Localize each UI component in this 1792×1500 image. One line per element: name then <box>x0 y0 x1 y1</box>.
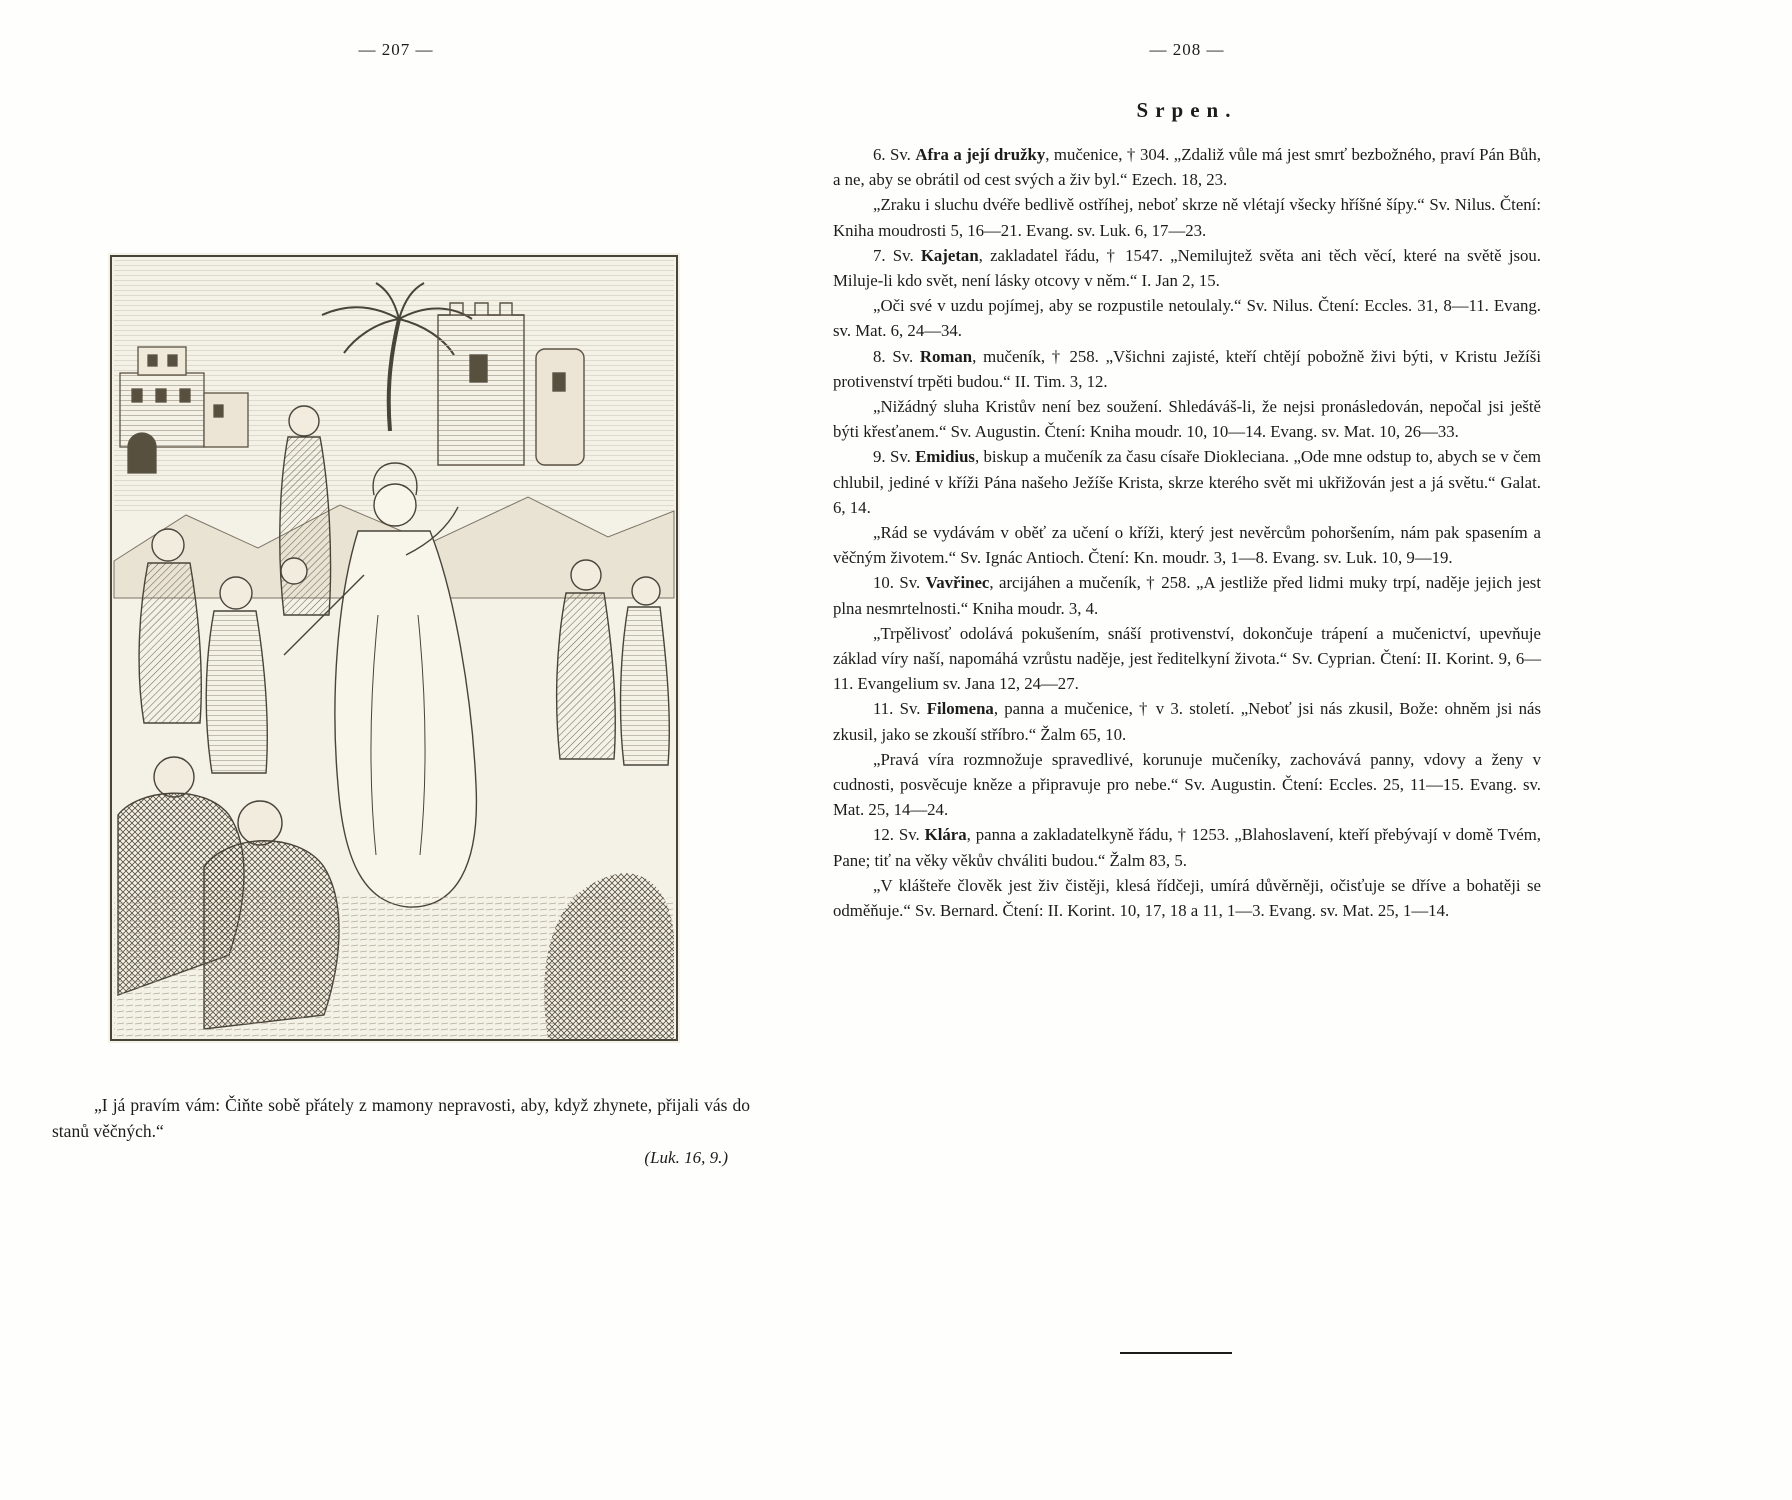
book-page-left <box>0 0 792 1500</box>
month-heading: Srpen. <box>1136 98 1238 122</box>
entry-prefix: 10. Sv. <box>873 573 926 593</box>
entry-text: , mučenice, † 304. „Zdaliž vůle má jest smrť bezbožného, praví Pán Bůh, a ne, aby se obrátil od cest svých a živ byl.“ Ezech. 18, 23. <box>833 145 1541 190</box>
christ-teaching-engraving-image <box>108 253 680 1043</box>
entry-text: , mučeník, † 258. „Všichni zajisté, kteří chtějí pobožně živi býti, v Kristu Ježíši protivenství trpěti budou.“ II. Tim. 3, 12. <box>833 346 1542 391</box>
entry-text: „Rád se vydávám v oběť za učení o kříži, který jest nevěrcům pohoršením, nám pak spasením a věčným životem.“ Sv. Ignác Antioch. Čtení: Kn. moudr. 3, 1—8. Evang. sv. Luk. 10, 9—19. <box>833 523 1541 568</box>
engraving-illustration <box>108 253 680 1043</box>
page-number-left: — 207 — <box>358 40 434 59</box>
calendar-entry <box>833 293 1541 343</box>
elder-head <box>152 529 184 561</box>
calendar-entry <box>833 822 1541 872</box>
entry-prefix: 11. Sv. <box>873 699 927 719</box>
entry-text: , panna a mučenice, † v 3. století. „Neboť jsi nás zkusil, Bože: ohněm jsi nás zkusil, jako se zkouší stříbro.“ Žalm 65, 10. <box>833 699 1541 744</box>
saint-name: Vavřinec <box>925 573 990 593</box>
page-number-right: — 208 — <box>1149 40 1225 59</box>
saint-name: Filomena <box>926 699 994 719</box>
entry-text: „V klášteře člověk jest živ čistěji, klesá řídčeji, umírá důvěrněji, očisťuje se dříve a bohatěji se odměňuje.“ Sv. Bernard. Čtení: II. Korint. 10, 17, 18 a 11, 1—3. Evang. sv. Mat. 25, 1—14. <box>833 875 1541 921</box>
entry-prefix: 12. Sv. <box>873 825 925 845</box>
calendar-entry <box>833 394 1541 444</box>
saint-name: Roman <box>919 346 973 366</box>
entry-text: , arcijáhen a mučeník, † 258. „A jestliže před lidmi muky trpí, naděje jejich jest plna nesmrtelnosti.“ Kniha moudr. 3, 4. <box>833 573 1541 618</box>
standing-disciple-head <box>289 406 319 436</box>
entry-text: „Zraku i sluchu dvéře bedlivě ostříhej, neboť skrze ně vlétají všecky hříšné šípy.“ Sv. Nilus. Čtení: Kniha moudrosti 5, 16—21. Evang. sv. Luk. 6, 17—23. <box>833 195 1541 240</box>
calendar-entry <box>833 570 1541 620</box>
entry-text: „Pravá víra rozmnožuje spravedlivé, korunuje mučeníky, zachovává panny, vdovy a ženy v cudnosti, posvěcuje kněze a připravuje pro nebe.“ Sv. Augustin. Čtení: Eccles. 25, 11—15. Evang. sv. Mat. 25, 14—24. <box>833 749 1541 820</box>
entry-text: „Oči své v uzdu pojímej, aby se rozpustile netoulaly.“ Sv. Nilus. Čtení: Eccles. 31, 8—11. Evang. sv. Mat. 6, 24—34. <box>833 296 1541 341</box>
calendar-entry <box>833 873 1541 923</box>
calendar-entry <box>833 344 1541 394</box>
calendar-entry <box>833 696 1541 746</box>
entry-text: „Trpělivosť odolává pokušením, snáší protivenství, dokončuje trápení a mučenictví, upevňuje základ víry naší, napomáhá vzrůstu naděje, jest ředitelkyní života.“ Sv. Cyprian. Čtení: II. Korint. 9, 6—11. Evangelium sv. Jana 12, 24—27. <box>833 623 1541 694</box>
calendar-entry <box>833 621 1541 697</box>
caption-scripture-reference: (Luk. 16, 9.) <box>644 1148 728 1167</box>
entry-prefix: 7. Sv. <box>873 245 921 265</box>
illustration-caption: „I já pravím vám: Čiňte sobě přátely z mamony nepravosti, aby, když zhynete, přijali vás do stanů věčných.“ <box>52 1095 750 1141</box>
saint-name: Afra a její družky <box>915 145 1046 164</box>
listener-head <box>220 577 252 609</box>
entry-text: , biskup a mučeník za času císaře Diokleciana. „Ode mne odstup to, abych se v čem chlubil, jediné v kříži Pána našeho Ježíše Krista, skrze kterého svět mi ukřižován jest a já světu.“ Galat. 6, 14. <box>833 447 1541 517</box>
entry-prefix: 6. Sv. <box>873 145 916 164</box>
calendar-entry <box>833 142 1541 192</box>
section-divider-rule <box>1120 1352 1232 1354</box>
entry-prefix: 9. Sv. <box>873 447 916 467</box>
calendar-entry <box>833 747 1541 823</box>
entry-text: , zakladatel řádu, † 1547. „Nemilujtež světa ani těch věcí, které na světě jsou. Miluje-li kdo svět, není lásky otcovy v něm.“ I. Jan 2, 15. <box>833 245 1541 291</box>
calendar-entry <box>833 520 1541 570</box>
saint-name: Klára <box>924 825 967 845</box>
book-page-right <box>830 0 1544 1500</box>
calendar-entry <box>833 192 1541 242</box>
calendar-entry <box>833 444 1541 520</box>
entry-text: „Nižádný sluha Kristův není bez soužení. Shledáváš-li, že nejsi pronásledován, nepočal jsi ještě býti křesťanem.“ Sv. Augustin. Čtení: Kniha moudr. 10, 10—14. Evang. sv. Mat. 10, 26—33. <box>833 397 1541 442</box>
calendar-entry <box>833 243 1541 293</box>
saint-name: Kajetan <box>920 245 979 265</box>
entry-prefix: 8. Sv. <box>873 346 920 366</box>
entry-text: , panna a zakladatelkyně řádu, † 1253. „Blahoslavení, kteří přebývají v domě Tvém, Pane; tiť na věky věkův chváliti budou.“ Žalm 83, 5. <box>833 825 1541 870</box>
saint-name: Emidius <box>915 447 975 467</box>
calendar-text-block <box>833 142 1541 923</box>
